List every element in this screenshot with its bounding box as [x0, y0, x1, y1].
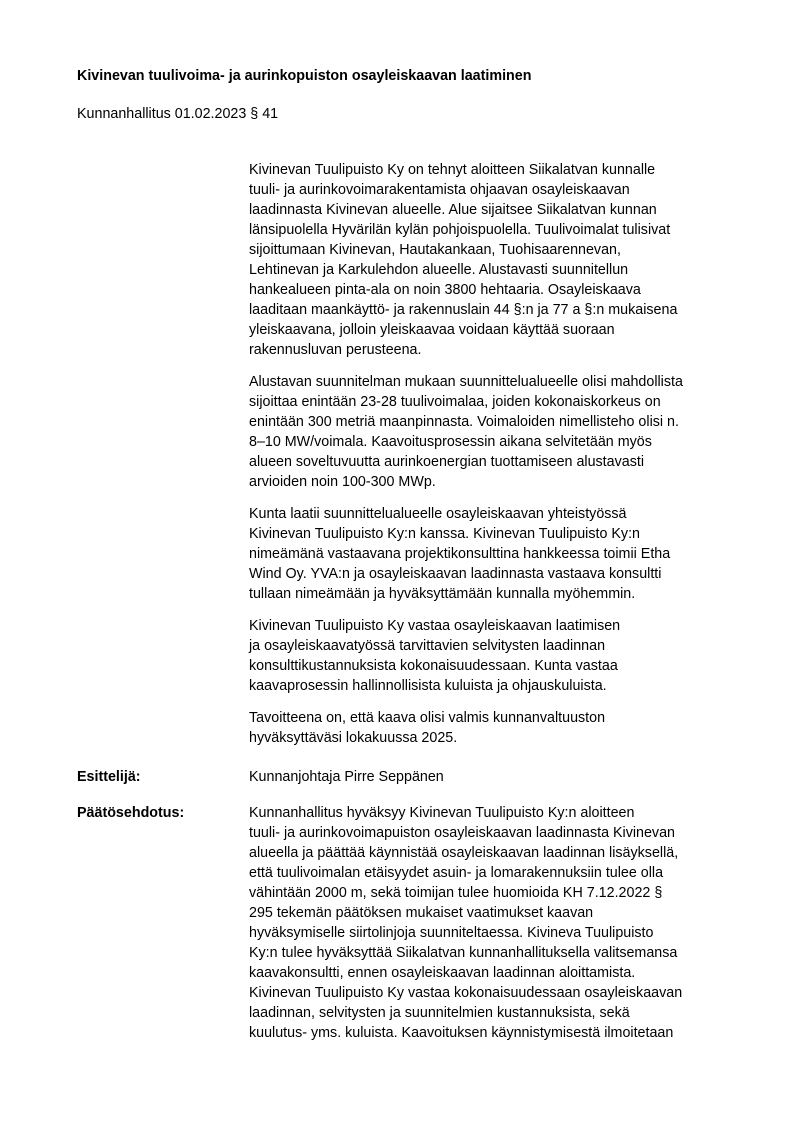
text-line: Alustavan suunnitelman mukaan suunnittelualueelle olisi mahdollista: [249, 374, 683, 390]
text-line: Ky:n tulee hyväksyttää Siikalatvan kunnanhallituksella valitsemansa: [249, 945, 678, 961]
text-line: Lehtinevan ja Karkulehdon alueelle. Alustavasti suunnitellun: [249, 262, 629, 278]
text-line: alueen soveltuvuutta aurinkoenergian tuottamiseen alustavasti: [249, 454, 645, 470]
text-line: arvioiden noin 100-300 MWp.: [249, 474, 436, 490]
text-line: rakennusluvan perusteena.: [249, 342, 422, 358]
text-line: konsulttikustannuksista kokonaisuudessaan. Kunta vastaa: [249, 658, 618, 674]
text-line: Wind Oy. YVA:n ja osayleiskaavan laadinnasta vastaava konsultti: [249, 566, 662, 582]
body-text: [249, 160, 749, 760]
text-line: kaavakonsultti, ennen osayleiskaavan laadinnan aloittamista.: [249, 965, 636, 981]
text-line: hyväksyttäväsi lokakuussa 2025.: [249, 730, 458, 746]
paragraph-cooperation: [249, 504, 749, 604]
text-line: laadinnan, selvitysten ja suunnitelmien kustannuksista, sekä: [249, 1005, 630, 1021]
text-line: 295 tekemän päätöksen mukaiset vaatimukset kaavan: [249, 905, 594, 921]
presenter-label: Esittelijä:: [77, 769, 141, 785]
document-title: Kivinevan tuulivoima- ja aurinkopuiston osayleiskaavan laatiminen: [77, 68, 532, 84]
text-line: laadinnasta Kivinevan alueelle. Alue sijaitsee Siikalatvan kunnan: [249, 202, 657, 218]
text-line: Kivinevan Tuulipuisto Ky on tehnyt aloitteen Siikalatvan kunnalle: [249, 162, 656, 178]
text-line: tuuli- ja aurinkovoimarakentamista ohjaavan osayleiskaavan: [249, 182, 630, 198]
text-line: Kunnanhallitus hyväksyy Kivinevan Tuulipuisto Ky:n aloitteen: [249, 805, 635, 821]
paragraph-plan: [249, 372, 749, 492]
text-line: sijoittumaan Kivinevan, Hautakankaan, Tuohisaarennevan,: [249, 242, 621, 258]
text-line: hankealueen pinta-ala on noin 3800 hehtaaria. Osayleiskaava: [249, 282, 641, 298]
text-line: alueella ja päättää käynnistää osayleiskaavan laadinnan lisäyksellä,: [249, 845, 679, 861]
paragraph-initiative: [249, 160, 749, 360]
text-line: vähintään 2000 m, sekä toimijan tulee huomioida KH 7.12.2022 §: [249, 885, 663, 901]
presenter-value: [249, 767, 444, 787]
meeting-reference: Kunnanhallitus 01.02.2023 § 41: [77, 106, 279, 122]
text-line: että tuulivoimalan etäisyydet asuin- ja lomarakennuksiin tulee olla: [249, 865, 664, 881]
text-line: Kunnanjohtaja Pirre Seppänen: [249, 769, 444, 785]
text-line: Kivinevan Tuulipuisto Ky vastaa osayleiskaavan laatimisen: [249, 618, 621, 634]
text-line: hyväksymiselle siirtolinjoja suunniteltaessa. Kivineva Tuulipuisto: [249, 925, 654, 941]
text-line: nimeämänä vastaavana projektikonsulttina hankkeessa toimii Etha: [249, 546, 671, 562]
text-line: yleiskaavana, jolloin yleiskaavaa voidaan käyttää suoraan: [249, 322, 615, 338]
text-line: laaditaan maankäyttö- ja rakennuslain 44 §:n ja 77 a §:n mukaisena: [249, 302, 678, 318]
text-line: kuulutus- yms. kuluista. Kaavoituksen käynnistymisestä ilmoitetaan: [249, 1025, 674, 1041]
proposal-text: [249, 803, 682, 1043]
text-line: 8–10 MW/voimala. Kaavoitusprosessin aikana selvitetään myös: [249, 434, 652, 450]
paragraph-goal: [249, 708, 749, 748]
proposal-label: Päätösehdotus:: [77, 805, 185, 821]
text-line: tuuli- ja aurinkovoimapuiston osayleiskaavan laadinnasta Kivinevan: [249, 825, 675, 841]
text-line: Kunta laatii suunnittelualueelle osayleiskaavan yhteistyössä: [249, 506, 627, 522]
text-line: ja osayleiskaavatyössä tarvittavien selvitysten laadinnan: [249, 638, 606, 654]
text-line: länsipuolella Hyvärilän kylän pohjoispuolella. Tuulivoimalat tulisivat: [249, 222, 671, 238]
text-line: Tavoitteena on, että kaava olisi valmis kunnanvaltuuston: [249, 710, 606, 726]
text-line: kaavaprosessin hallinnollisista kuluista ja ohjauskuluista.: [249, 678, 607, 694]
text-line: Kivinevan Tuulipuisto Ky vastaa kokonaisuudessaan osayleiskaavan: [249, 985, 683, 1001]
paragraph-costs: [249, 616, 749, 696]
text-line: tullaan nimeämään ja hyväksyttämään kunnalla myöhemmin.: [249, 586, 636, 602]
text-line: Kivinevan Tuulipuisto Ky:n kanssa. Kivinevan Tuulipuisto Ky:n: [249, 526, 640, 542]
text-line: sijoittaa enintään 23-28 tuulivoimalaa, joiden kokonaiskorkeus on: [249, 394, 661, 410]
text-line: enintään 300 metriä maanpinnasta. Voimaloiden nimellisteho olisi n.: [249, 414, 679, 430]
